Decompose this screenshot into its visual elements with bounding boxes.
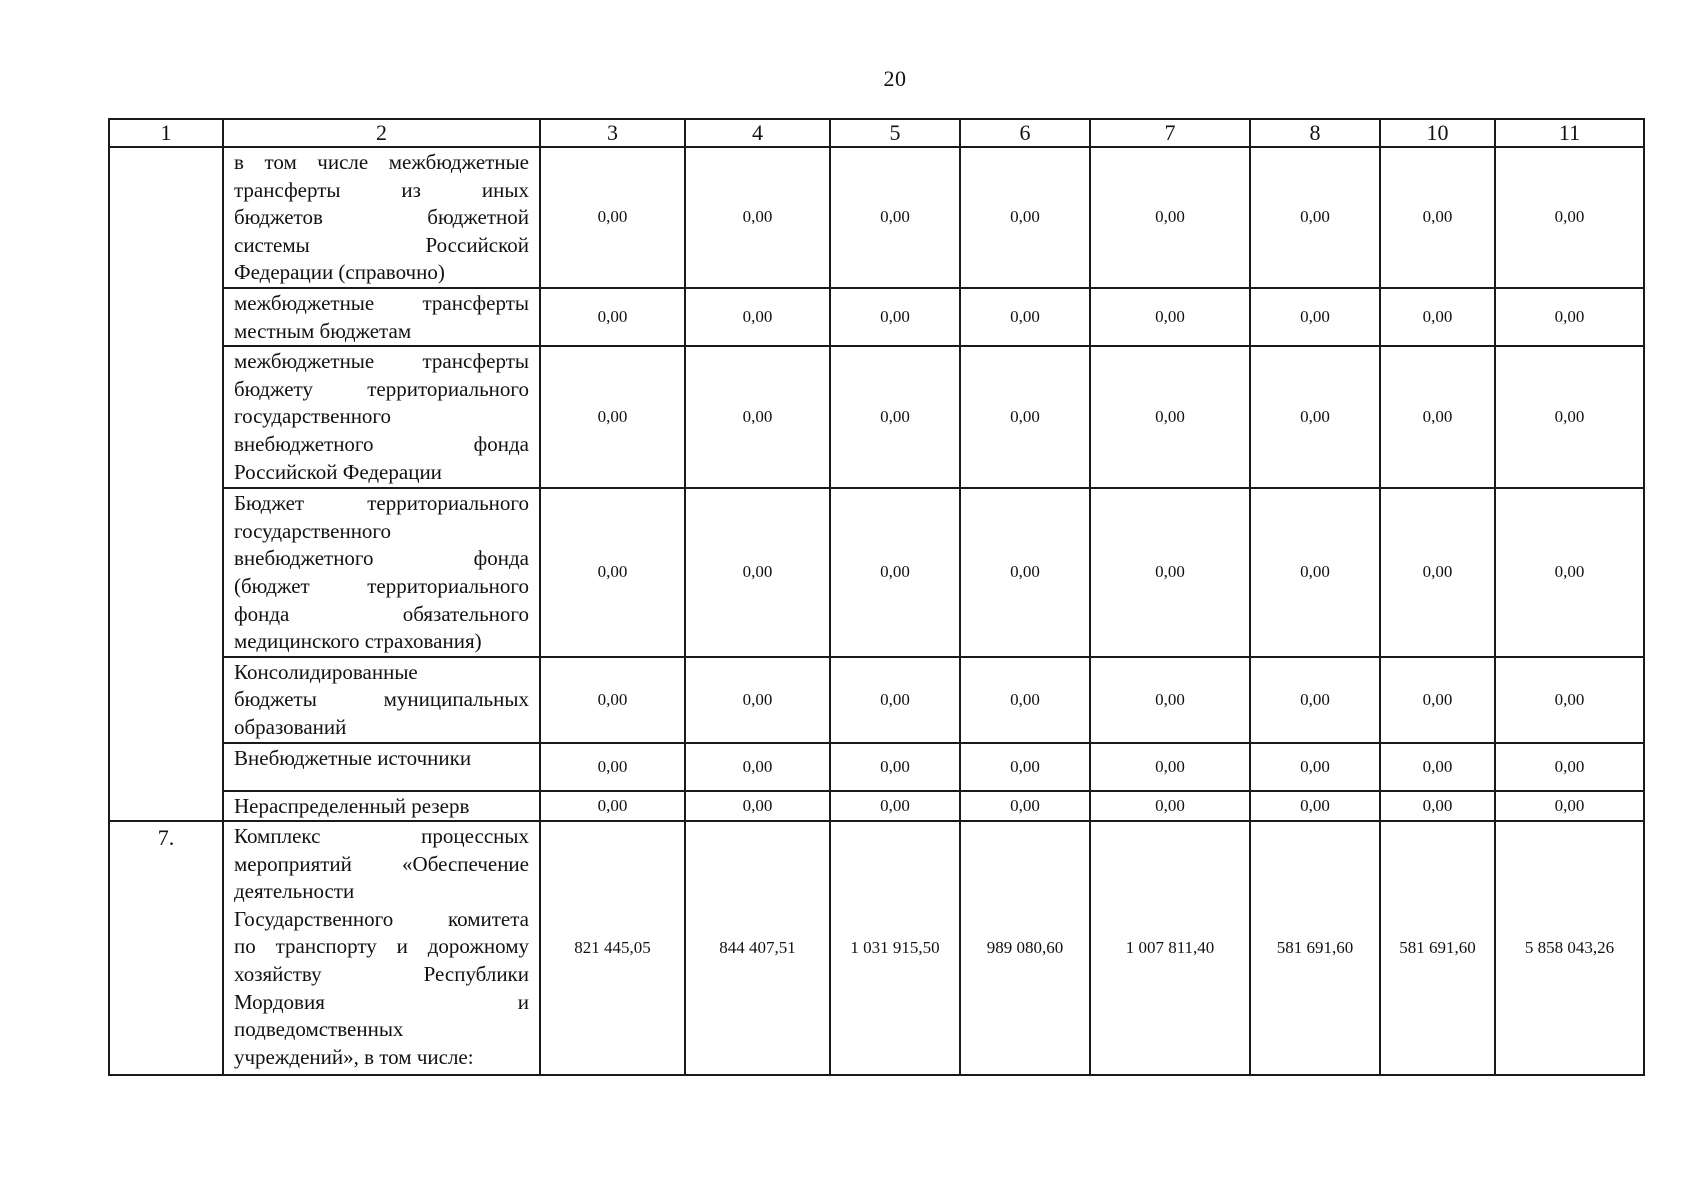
budget-table [108,118,1645,1076]
row-name-line: системы Российской [234,232,529,257]
row-name-line: межбюджетные трансферты [234,349,529,374]
value-cell: 0,00 [1090,488,1250,657]
row-name-line: хозяйству Республики [234,962,529,987]
value-cell: 0,00 [1495,657,1644,743]
row-name-line: Бюджет территориального [234,491,529,516]
column-header-row [109,119,1644,147]
column-header: 8 [1250,119,1380,147]
value-cell: 844 407,51 [685,821,830,1075]
value-cell: 0,00 [960,743,1090,791]
value-cell: 0,00 [1090,346,1250,488]
value-cell: 0,00 [960,288,1090,346]
row-name-line: Государственного комитета [234,906,529,931]
value-cell: 0,00 [1090,288,1250,346]
row-name-cell [223,821,540,1075]
value-cell: 0,00 [1250,346,1380,488]
value-cell: 0,00 [830,743,960,791]
row-index-cell [109,147,223,821]
value-cell: 0,00 [540,147,685,288]
table-row [109,288,1644,346]
value-cell: 0,00 [1495,743,1644,791]
row-name-line: бюджеты муниципальных [234,687,529,712]
value-cell: 0,00 [685,743,830,791]
row-name-line: в том числе межбюджетные [234,150,529,174]
value-cell: 0,00 [1380,488,1495,657]
value-cell: 0,00 [830,147,960,288]
value-cell: 0,00 [1090,791,1250,822]
value-cell: 0,00 [830,791,960,822]
value-cell: 0,00 [960,147,1090,288]
value-cell: 0,00 [540,488,685,657]
column-header: 10 [1380,119,1495,147]
column-header: 1 [109,119,223,147]
row-name-line: Федерации (справочно) [234,260,445,285]
row-name-cell [223,743,540,791]
row-name-line: фонда обязательного [234,601,529,626]
row-name-cell [223,657,540,743]
value-cell: 0,00 [1090,743,1250,791]
value-cell: 0,00 [540,657,685,743]
value-cell: 0,00 [1250,488,1380,657]
row-name-line: Консолидированные [234,659,418,684]
row-name-line: местным бюджетам [234,318,412,343]
value-cell: 0,00 [1250,657,1380,743]
column-header: 5 [830,119,960,147]
value-cell: 0,00 [1380,657,1495,743]
value-cell: 0,00 [1090,657,1250,743]
row-name-line: медицинского страхования) [234,629,482,654]
row-name-line: образований [234,714,347,739]
value-cell: 1 031 915,50 [830,821,960,1075]
column-header: 4 [685,119,830,147]
value-cell: 0,00 [830,288,960,346]
value-cell: 0,00 [1250,791,1380,822]
value-cell: 0,00 [540,743,685,791]
value-cell: 1 007 811,40 [1090,821,1250,1075]
value-cell: 0,00 [1380,791,1495,822]
row-name-line: подведомственных [234,1017,404,1042]
row-name-line: Российской Федерации [234,459,442,484]
value-cell: 0,00 [1380,147,1495,288]
column-header: 6 [960,119,1090,147]
row-name-line: межбюджетные трансферты [234,290,529,315]
row-name-line: Нераспределенный резерв [234,793,470,818]
value-cell: 0,00 [1495,288,1644,346]
value-cell: 0,00 [1380,288,1495,346]
row-index-cell: 7. [109,821,223,1075]
value-cell: 0,00 [1250,743,1380,791]
row-name-line: деятельности [234,879,355,904]
value-cell: 0,00 [1495,147,1644,288]
row-name-line: государственного [234,518,392,543]
table-row [109,147,1644,288]
row-name-cell [223,791,540,822]
value-cell: 0,00 [540,346,685,488]
value-cell: 581 691,60 [1250,821,1380,1075]
value-cell: 0,00 [1380,743,1495,791]
value-cell: 0,00 [540,288,685,346]
row-name-line: бюджетов бюджетной [234,205,529,230]
value-cell: 0,00 [540,791,685,822]
value-cell: 0,00 [1495,791,1644,822]
row-name-cell [223,488,540,657]
row-name-line: по транспорту и дорожному [234,934,529,959]
row-name-line: государственного [234,404,392,429]
row-name-cell [223,346,540,488]
value-cell: 0,00 [685,288,830,346]
value-cell: 0,00 [1250,288,1380,346]
value-cell: 581 691,60 [1380,821,1495,1075]
value-cell: 0,00 [830,657,960,743]
value-cell: 0,00 [960,791,1090,822]
table-row [109,791,1644,822]
value-cell: 989 080,60 [960,821,1090,1075]
value-cell: 0,00 [960,346,1090,488]
row-name-line: внебюджетного фонда [234,431,529,456]
column-header: 7 [1090,119,1250,147]
value-cell: 0,00 [685,791,830,822]
value-cell: 0,00 [685,657,830,743]
page-number: 20 [883,66,907,91]
table-row [109,488,1644,657]
value-cell: 0,00 [1495,488,1644,657]
row-name-cell [223,147,540,288]
value-cell: 0,00 [1250,147,1380,288]
row-name-line: бюджету территориального [234,376,529,401]
row-name-line: внебюджетного фонда [234,546,529,571]
table-row [109,346,1644,488]
row-name-line: (бюджет территориального [234,573,529,598]
row-name-line: учреждений», в том числе: [234,1044,474,1069]
value-cell: 0,00 [830,488,960,657]
column-header: 11 [1495,119,1644,147]
table-row [109,821,1644,1075]
value-cell: 0,00 [685,346,830,488]
row-name-line: трансферты из иных [234,177,529,202]
value-cell: 0,00 [1090,147,1250,288]
table-row [109,743,1644,791]
value-cell: 0,00 [685,147,830,288]
value-cell: 0,00 [1380,346,1495,488]
column-header: 3 [540,119,685,147]
row-name-line: Комплекс процессных [234,824,529,849]
value-cell: 0,00 [685,488,830,657]
value-cell: 0,00 [960,657,1090,743]
row-name-line: мероприятий «Обеспечение [234,851,529,876]
value-cell: 0,00 [1495,346,1644,488]
column-header: 2 [223,119,540,147]
row-name-line: Мордовия и [234,989,529,1014]
value-cell: 821 445,05 [540,821,685,1075]
table-row [109,657,1644,743]
row-name-line: Внебюджетные источники [234,745,472,770]
row-name-cell [223,288,540,346]
value-cell: 0,00 [960,488,1090,657]
value-cell: 5 858 043,26 [1495,821,1644,1075]
value-cell: 0,00 [830,346,960,488]
